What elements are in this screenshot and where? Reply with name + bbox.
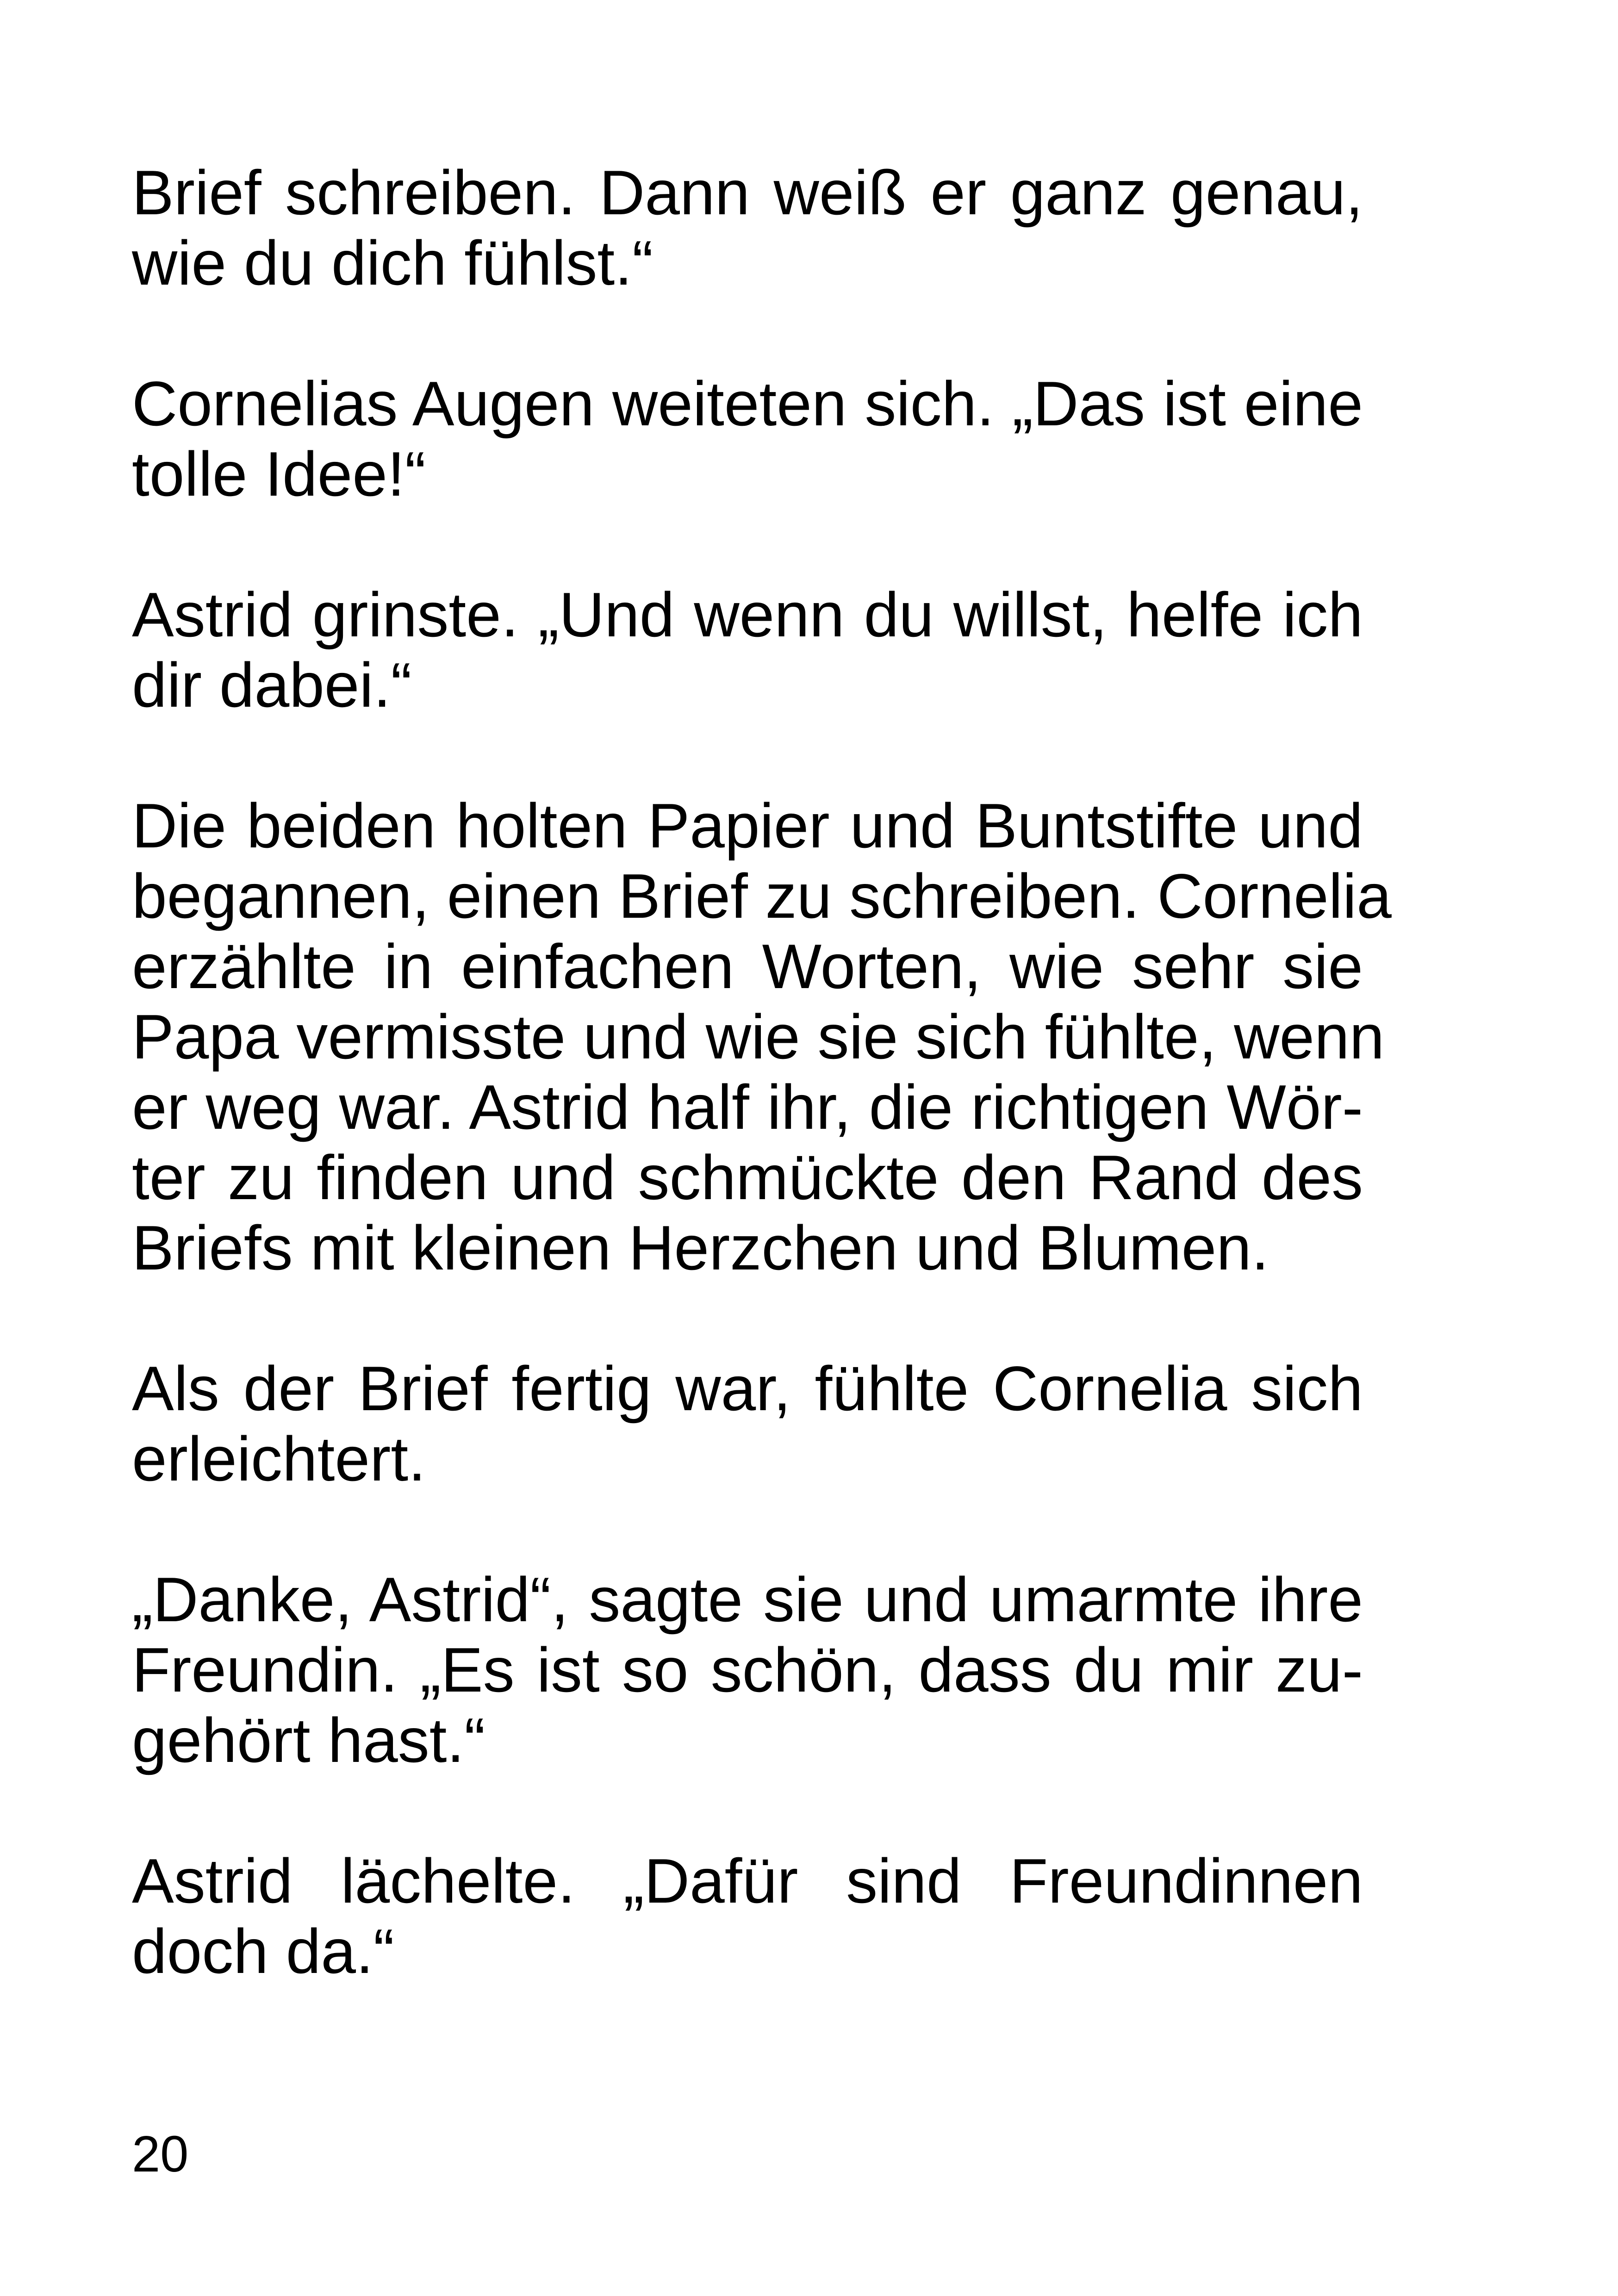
body-text: [132, 157, 1392, 2057]
text-line: ter zu finden und schmückte den Rand des: [132, 1142, 1363, 1213]
text-line: Brief schreiben. Dann weiß er ganz genau,: [132, 157, 1363, 228]
text-line: Als der Brief fertig war, fühlte Cornelia sich: [132, 1353, 1363, 1424]
text-line: dir dabei.“: [132, 650, 412, 720]
text-line: Astrid lächelte. „Dafür sind Freundinnen: [132, 1846, 1363, 1916]
text-line: er weg war. Astrid half ihr, die richtigen Wör-: [132, 1072, 1363, 1142]
text-line: Briefs mit kleinen Herzchen und Blumen.: [132, 1213, 1269, 1283]
paragraph-1: [132, 157, 1363, 298]
paragraph-4: [132, 790, 1392, 1283]
text-line: Freundin. „Es ist so schön, dass du mir zu-: [132, 1635, 1363, 1705]
paragraph-6: [132, 1564, 1363, 1775]
text-line: begannen, einen Brief zu schreiben. Cornelia: [132, 861, 1392, 931]
paragraph-3: [132, 579, 1363, 720]
text-line: Die beiden holten Papier und Buntstifte und: [132, 790, 1363, 861]
text-line: tolle Idee!“: [132, 439, 426, 509]
text-line: gehört hast.“: [132, 1705, 485, 1775]
paragraph-2: [132, 368, 1363, 509]
text-line: doch da.“: [132, 1916, 395, 1986]
text-line: erleichtert.: [132, 1424, 426, 1494]
paragraph-7: [132, 1846, 1363, 1986]
text-line: erzählte in einfachen Worten, wie sehr sie: [132, 931, 1363, 1002]
page-number: 20: [132, 2126, 189, 2183]
paragraph-5: [132, 1353, 1363, 1494]
text-line: wie du dich fühlst.“: [132, 228, 653, 298]
text-line: „Danke, Astrid“, sagte sie und umarmte ihre: [132, 1564, 1363, 1635]
text-line: Cornelias Augen weiteten sich. „Das ist eine: [132, 368, 1363, 439]
text-line: Astrid grinste. „Und wenn du willst, helfe ich: [132, 579, 1363, 650]
text-line: Papa vermisste und wie sie sich fühlte, wenn: [132, 1002, 1385, 1072]
